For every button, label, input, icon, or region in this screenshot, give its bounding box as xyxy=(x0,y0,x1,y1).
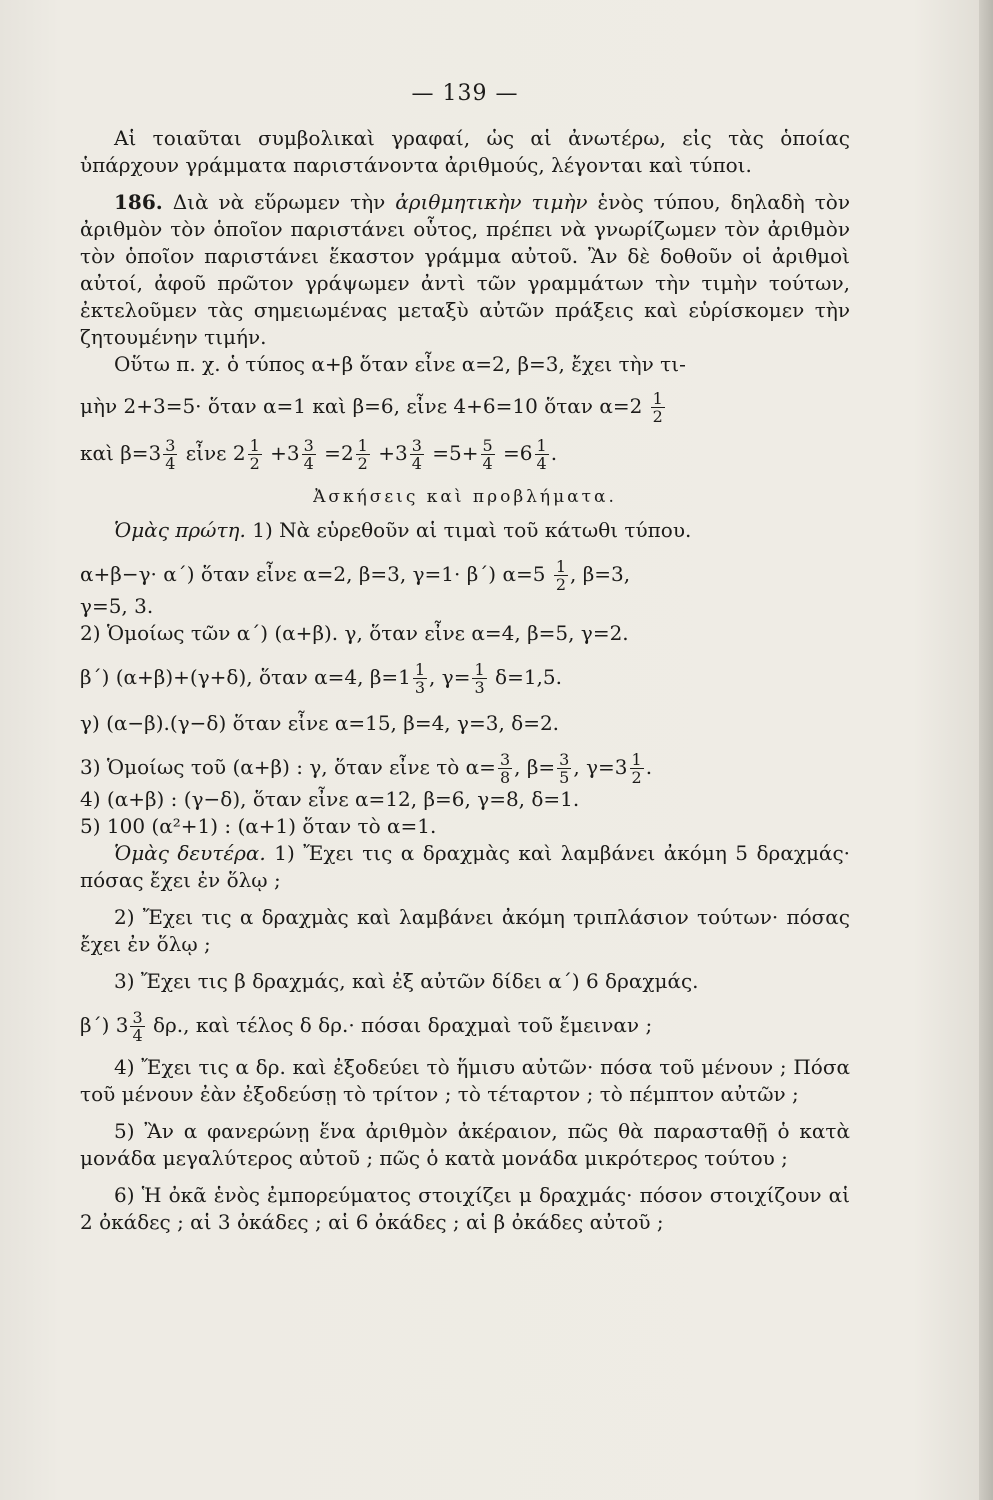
fraction: $\frac{3}{4}$ xyxy=(165,436,176,473)
fraction: $\frac{1}{2}$ xyxy=(555,557,566,594)
fraction: $\frac{1}{2}$ xyxy=(249,436,260,473)
exercise-2b: β΄) (α+β)+(γ+δ), ὅταν α=4, β=1 $\frac{1}{3}$ , γ= $\frac{1}{3}$ δ=1,5. xyxy=(80,660,562,697)
section-186-pre: Διὰ νὰ εὕρωμεν τὴν xyxy=(172,190,396,214)
exercise-3: 3) Ὁμοίως τοῦ (α+β) : γ, ὅταν εἶνε τὸ α= $\frac{3}{8}$ , β= $\frac{3}{5}$ , γ=3 $\frac{1}{2}$ . xyxy=(80,750,653,787)
page-content xyxy=(80,80,850,1236)
page-number: — 139 — xyxy=(411,81,519,106)
problem-3: 3) Ἔχει τις β δραχμάς, καὶ ἐξ αὐτῶν δίδει α΄) 6 δραχμάς. xyxy=(114,969,699,993)
example-line-1: μὴν 2+3=5· ὅταν α=1 καὶ β=6, εἶνε 4+6=10 ὅταν α=2 $\frac{1}{2}$ xyxy=(80,389,663,426)
exercise-5: 5) 100 (α²+1) : (α+1) ὅταν τὸ α=1. xyxy=(80,814,437,838)
fraction: $\frac{3}{4}$ xyxy=(303,436,314,473)
intro-paragraph: Αἱ τοιαῦται συμβολικαὶ γραφαί, ὡς αἱ ἀνωτέρω, εἰς τὰς ὁποίας ὑπάρχουν γράμματα παριστάνοντα ἀριθμούς, λέγονται καὶ τύποι. xyxy=(80,126,850,177)
fraction: $\frac{1}{2}$ xyxy=(357,436,368,473)
fraction: $\frac{1}{3}$ xyxy=(414,660,426,697)
exercise-4: 4) (α+β) : (γ−δ), ὅταν εἶνε α=12, β=6, γ=8, δ=1. xyxy=(80,787,580,811)
exercise-1b: γ=5, 3. xyxy=(80,594,154,618)
fraction: $\frac{3}{8}$ xyxy=(499,750,511,787)
fraction: $\frac{1}{2}$ xyxy=(631,750,642,787)
section-186-term: ἀριθμητικὴν τιμὴν xyxy=(395,190,588,214)
section-186 xyxy=(80,189,850,351)
fraction: $\frac{3}{4}$ xyxy=(132,1008,143,1045)
example-paragraph: Οὕτω π. χ. ὁ τύπος α+β ὅταν εἶνε α=2, β=3, ἔχει τὴν τι- xyxy=(114,352,686,376)
fraction: $\frac{3}{5}$ xyxy=(559,750,570,787)
fraction: $\frac{3}{4}$ xyxy=(411,436,422,473)
fraction: $\frac{1}{4}$ xyxy=(536,436,547,473)
problem-2: 2) Ἔχει τις α δραχμὰς καὶ λαμβάνει ἀκόμη τριπλάσιον τούτων· πόσας ἔχει ἐν ὅλῳ ; xyxy=(80,905,850,956)
fraction: $\frac{5}{4}$ xyxy=(482,436,493,473)
fraction: $\frac{1}{2}$ xyxy=(652,389,663,426)
example-line-2: καὶ β=3 $\frac{3}{4}$ εἶνε 2 $\frac{1}{2}$ +3 $\frac{3}{4}$ =2 $\frac{1}{2}$ +3 $\frac{3}{4}$ =5+ $\frac{5}{4}$ =6 $\frac{1}{4}$ . xyxy=(80,436,558,473)
exercise-1a: α+β−γ· α΄) ὅταν εἶνε α=2, β=3, γ=1· β΄) α=5 $\frac{1}{2}$ , β=3, xyxy=(80,557,631,594)
exercise-2c: γ) (α−β).(γ−δ) ὅταν εἶνε α=15, β=4, γ=3, δ=2. xyxy=(80,711,560,735)
problem-5: 5) Ἂν α φανερώνῃ ἕνα ἀριθμὸν ἀκέραιον, πῶς θὰ παρασταθῇ ὁ κατὰ μονάδα μεγαλύτερος αὐτοῦ ; πῶς ὁ κατὰ μονάδα μικρότερος τούτου ; xyxy=(80,1119,850,1170)
problem-6: 6) Ἡ ὀκᾶ ἑνὸς ἐμπορεύματος στοιχίζει μ δραχμάς· πόσον στοιχίζουν αἱ 2 ὀκάδες ; αἱ 3 ὀκάδες ; αἱ 6 ὀκάδες ; αἱ β ὀκάδες αὐτοῦ ; xyxy=(80,1183,850,1234)
section-186-post: ἑνὸς τύπου, δηλαδὴ τὸν ἀριθμὸν τὸν ὁποῖον παριστάνει οὗτος, πρέπει νὰ γνωρίζωμεν τὸν ἀριθμὸν τὸν ὁποῖον παριστάνει ἕκαστον γράμμα αὐτοῦ. Ἂν δὲ δοθοῦν οἱ ἀριθμοὶ αὐτοί, ἀφοῦ πρῶτον γράψωμεν ἀντὶ τῶν γραμμάτων τὴν τιμὴν τούτων, ἐκτελοῦμεν τὰς σημειωμένας μεταξὺ αὐτῶν πράξεις καὶ εὑρίσκομεν τὴν ζητουμένην τιμήν. xyxy=(80,190,850,349)
exercise-2a: 2) Ὁμοίως τῶν α΄) (α+β). γ, ὅταν εἶνε α=4, β=5, γ=2. xyxy=(80,621,629,645)
problem-4: 4) Ἔχει τις α δρ. καὶ ἐξοδεύει τὸ ἥμισυ αὐτῶν· πόσα τοῦ μένουν ; Πόσα τοῦ μένουν ἐὰν ἐξοδεύσῃ τὸ τρίτον ; τὸ τέταρτον ; τὸ πέμπτον αὐτῶν ; xyxy=(80,1055,850,1106)
fraction: $\frac{1}{3}$ xyxy=(474,660,485,697)
group-two-line: Ὁμὰς δευτέρα. 1) Ἔχει τις α δραχμὰς καὶ λαμβάνει ἀκόμη 5 δραχμάς· πόσας ἔχει ἐν ὅλῳ ; xyxy=(80,841,851,892)
group-one-line: Ὁμὰς πρώτη. 1) Νὰ εὑρεθοῦν αἱ τιμαὶ τοῦ κάτωθι τύπου. xyxy=(114,518,692,542)
exercises-heading: Ἀσκήσεις καὶ προβλήματα. xyxy=(313,487,617,507)
problem-3b: β΄) 3 $\frac{3}{4}$ δρ., καὶ τέλος δ δρ.· πόσαι δραχμαὶ τοῦ ἔμειναν ; xyxy=(80,1008,653,1045)
page-edge xyxy=(979,0,993,1500)
section-number: 186. xyxy=(114,190,163,214)
